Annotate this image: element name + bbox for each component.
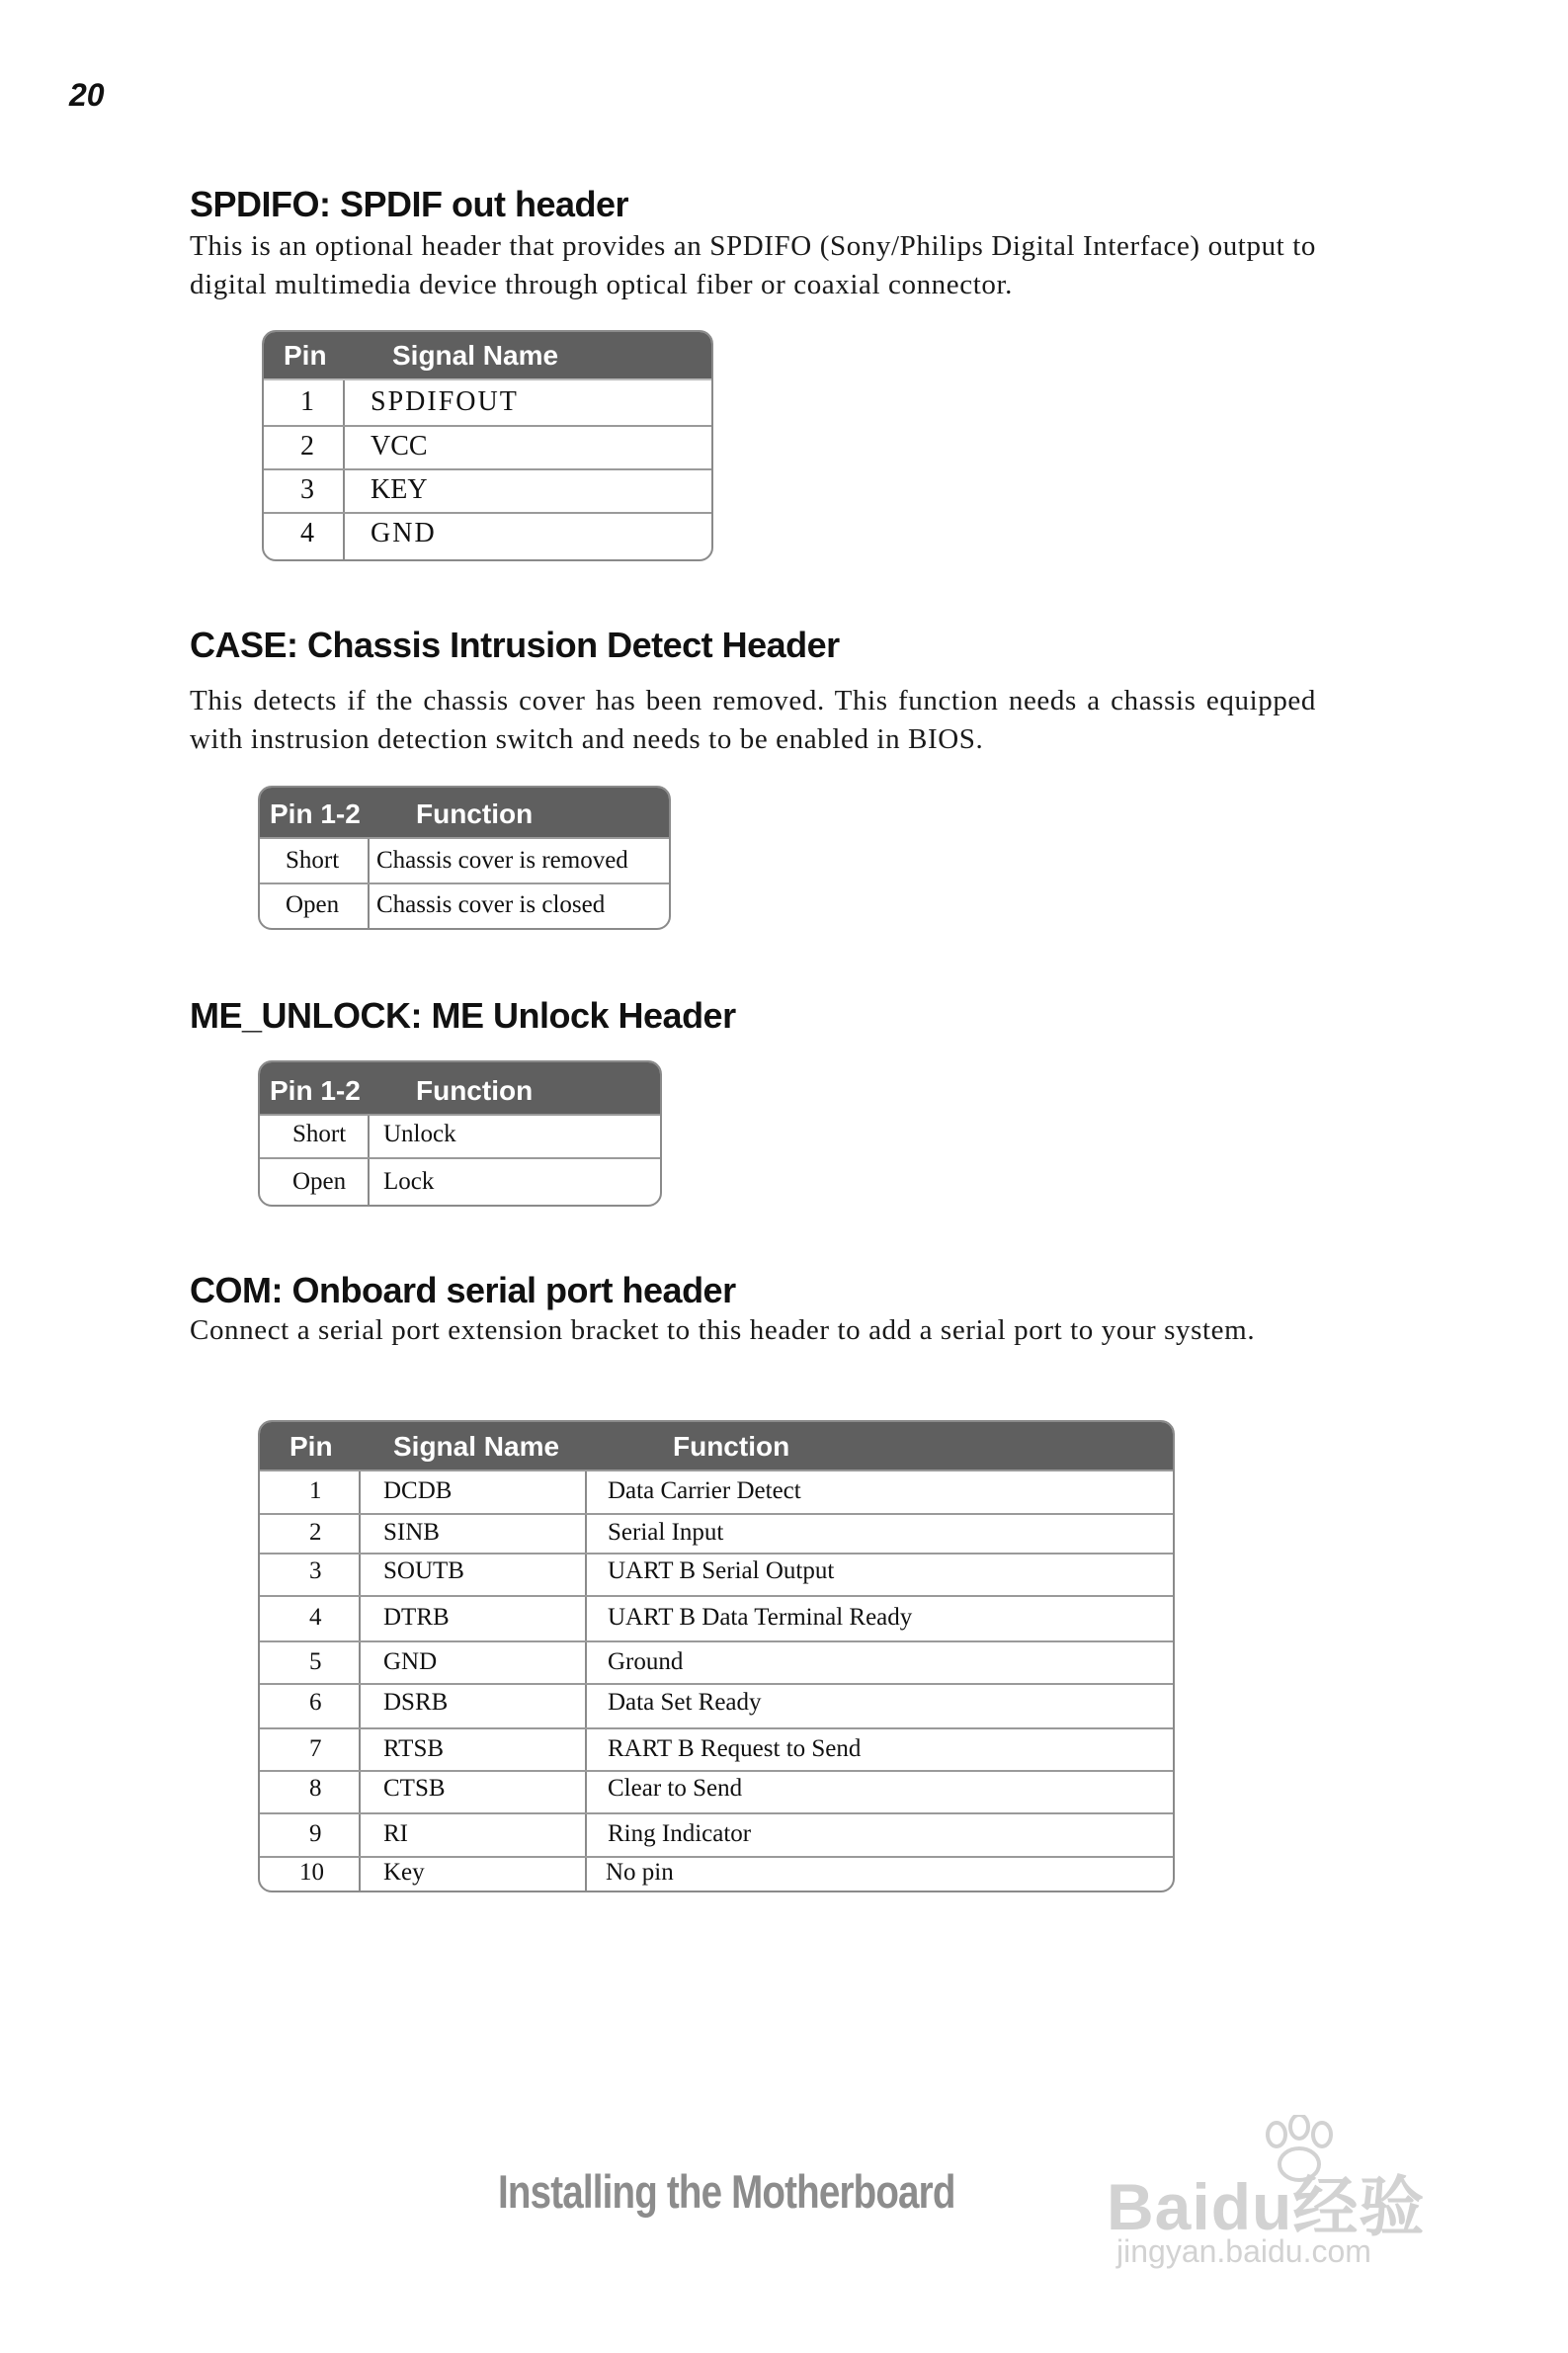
watermark-brand: Baidu经验: [1107, 2170, 1426, 2243]
com-function: Data Carrier Detect: [608, 1477, 801, 1504]
spdifo-title: SPDIFO: SPDIF out header: [190, 184, 629, 224]
me-unlock-title: ME_UNLOCK: ME Unlock Header: [190, 995, 736, 1036]
table-row: [260, 882, 669, 930]
me-unlock-header-pin: Pin 1-2: [270, 1075, 361, 1106]
com-signal: DSRB: [383, 1689, 449, 1716]
com-header-signal: Signal Name: [393, 1431, 560, 1462]
me-unlock-function: Lock: [383, 1168, 435, 1195]
table-row: [264, 468, 711, 512]
com-signal: DTRB: [383, 1604, 450, 1631]
table-row: [260, 1727, 1173, 1770]
case-table: [258, 786, 671, 930]
com-pin: 1: [309, 1477, 322, 1504]
footer-title: Installing the Motherboard: [498, 2165, 955, 2218]
me-unlock-pin-state: Short: [292, 1121, 347, 1147]
table-row: [260, 1683, 1173, 1727]
com-pin: 5: [309, 1648, 322, 1675]
table-row: [260, 837, 669, 882]
com-table-header: [260, 1422, 1173, 1470]
me-unlock-function: Unlock: [383, 1121, 456, 1147]
spdifo-table-header: [264, 332, 711, 378]
com-signal: SINB: [383, 1519, 440, 1546]
me-unlock-table: [258, 1060, 662, 1207]
table-row: [264, 425, 711, 468]
spdifo-pin: 1: [300, 386, 314, 417]
table-row: [264, 378, 711, 425]
spdifo-signal: SPDIFOUT: [371, 386, 519, 417]
com-function: UART B Serial Output: [608, 1557, 835, 1584]
case-description: This detects if the chassis cover has been removed. This function needs a chassis equipped with instrusion detection switch and needs to be enabled in BIOS.: [190, 685, 1316, 755]
spdifo-signal: VCC: [371, 431, 428, 462]
spdifo-signal: KEY: [371, 474, 428, 505]
spdifo-signal: GND: [371, 518, 437, 548]
case-header-function: Function: [416, 798, 534, 829]
com-pin: 2: [309, 1519, 322, 1546]
case-function: Chassis cover is removed: [376, 847, 628, 874]
case-header-pin: Pin 1-2: [270, 798, 361, 829]
com-pin: 6: [309, 1689, 322, 1716]
table-row: [260, 1812, 1173, 1856]
case-function: Chassis cover is closed: [376, 891, 606, 918]
me-unlock-table-header: [260, 1062, 660, 1114]
table-row: [260, 1157, 660, 1207]
case-pin-state: Short: [286, 847, 340, 874]
table-row: [260, 1513, 1173, 1553]
spdifo-pin: 3: [300, 474, 314, 505]
com-pin: 8: [309, 1775, 322, 1802]
table-row: [260, 1856, 1173, 1892]
table-row: [260, 1553, 1173, 1595]
baidu-watermark: [1107, 2115, 1472, 2293]
com-pin: 9: [309, 1820, 322, 1847]
page-number: 20: [69, 77, 105, 113]
me-unlock-pin-state: Open: [292, 1168, 347, 1195]
com-signal: CTSB: [383, 1775, 446, 1802]
spdifo-table: [262, 330, 713, 561]
com-function: RART B Request to Send: [608, 1735, 862, 1762]
com-pin: 4: [309, 1604, 322, 1631]
table-row: [260, 1114, 660, 1157]
com-signal: Key: [383, 1859, 425, 1886]
com-description: Connect a serial port extension bracket to this header to add a serial port to your system.: [190, 1314, 1256, 1346]
com-pin: 10: [299, 1859, 324, 1886]
com-function: Clear to Send: [608, 1775, 743, 1802]
com-header-function: Function: [673, 1431, 790, 1462]
com-table: [258, 1420, 1175, 1892]
com-signal: RTSB: [383, 1735, 445, 1762]
spdifo-pin: 4: [300, 518, 314, 548]
com-function: No pin: [606, 1859, 674, 1886]
com-header-pin: Pin: [289, 1431, 333, 1462]
table-row: [260, 1770, 1173, 1812]
com-function: Ring Indicator: [608, 1820, 752, 1847]
com-pin: 3: [309, 1557, 322, 1584]
com-title: COM: Onboard serial port header: [190, 1270, 736, 1310]
com-pin: 7: [309, 1735, 322, 1762]
table-row: [260, 1470, 1173, 1513]
spdifo-description: This is an optional header that provides an SPDIFO (Sony/Philips Digital Interface) output to digital multimedia device through optical fiber or coaxial connector.: [190, 230, 1316, 300]
com-function: Data Set Ready: [608, 1689, 762, 1716]
spdifo-header-pin: Pin: [284, 340, 327, 371]
case-title: CASE: Chassis Intrusion Detect Header: [190, 625, 840, 665]
com-signal: RI: [383, 1820, 408, 1847]
table-row: [264, 512, 711, 559]
com-signal: GND: [383, 1648, 438, 1675]
spdifo-header-signal: Signal Name: [392, 340, 559, 371]
com-function: UART B Data Terminal Ready: [608, 1604, 913, 1631]
com-function: Ground: [608, 1648, 684, 1675]
com-function: Serial Input: [608, 1519, 724, 1546]
com-signal: SOUTB: [383, 1557, 464, 1584]
table-row: [260, 1640, 1173, 1683]
case-table-header: [260, 788, 669, 837]
com-signal: DCDB: [383, 1477, 453, 1504]
table-row: [260, 1595, 1173, 1640]
spdifo-pin: 2: [300, 431, 314, 462]
case-pin-state: Open: [286, 891, 340, 918]
me-unlock-header-function: Function: [416, 1075, 534, 1106]
watermark-url: jingyan.baidu.com: [1116, 2233, 1371, 2269]
